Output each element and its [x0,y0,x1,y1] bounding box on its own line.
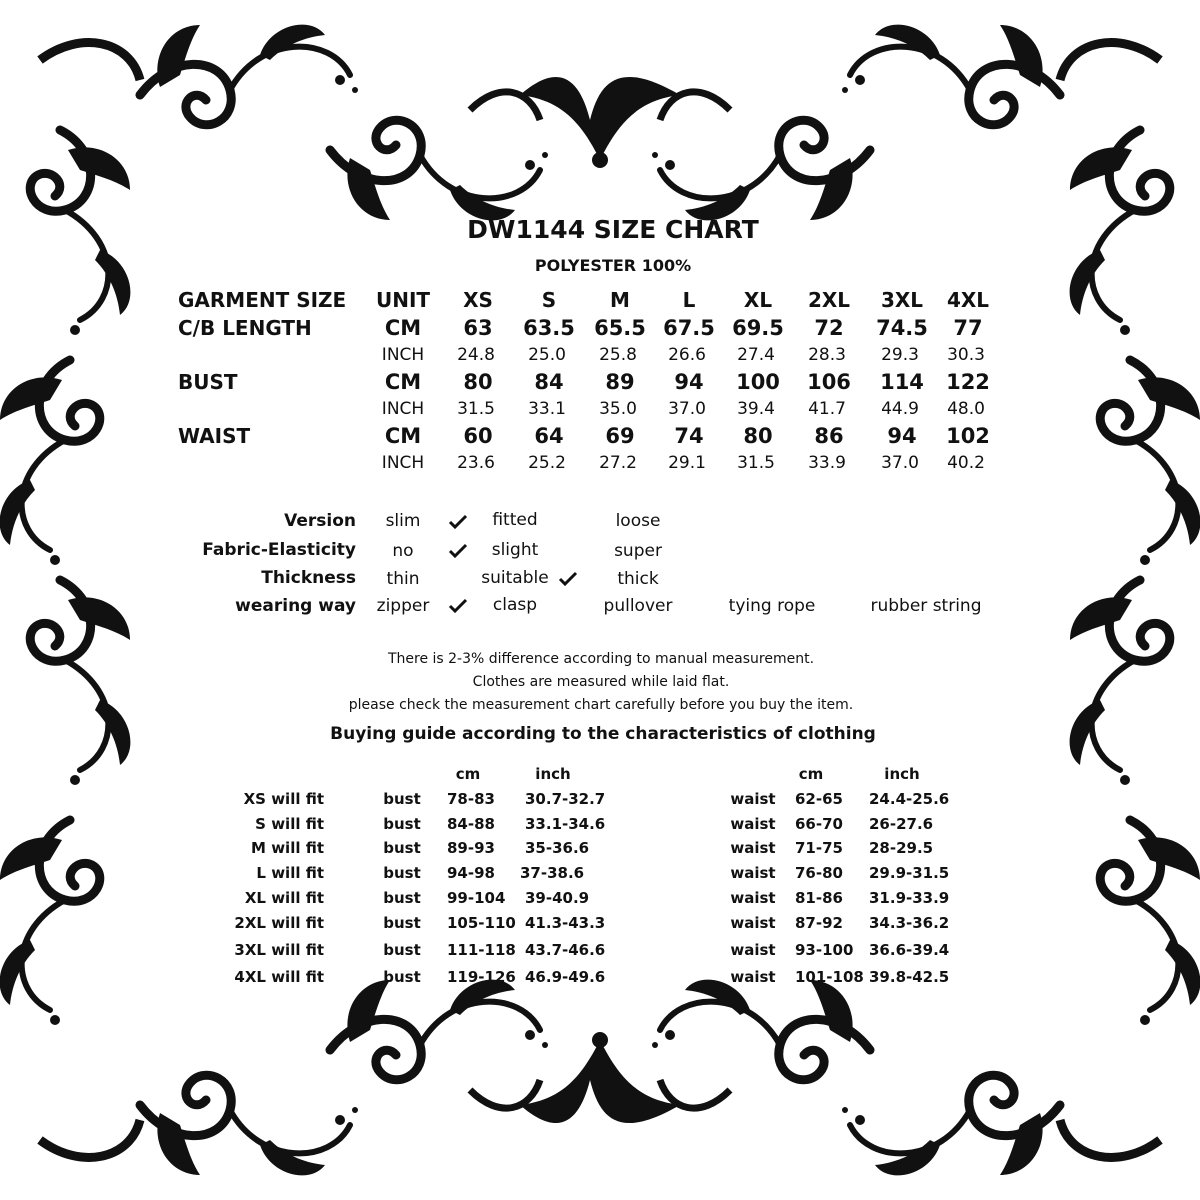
cell-inch: 27.4 [737,345,775,365]
guide-waist-cm: 87-92 [795,914,843,932]
guide-bust-cm: 99-104 [447,889,506,907]
guide-bust-inch: 37-38.6 [520,864,585,882]
size-header: XL [743,288,773,312]
cell-cm: 114 [880,370,924,394]
material-label: POLYESTER 100% [534,256,692,275]
cell-inch: 31.5 [457,399,495,419]
guide-bust-inch: 35-36.6 [525,839,590,857]
page-title: DW1144 SIZE CHART [467,215,759,244]
cell-cm: 74 [674,424,704,448]
guide-waist-inch: 34.3-36.2 [869,914,950,932]
guide-bust-label: bust [383,968,421,986]
cell-cm: 122 [946,370,990,394]
guide-waist-cm: 81-86 [795,889,843,907]
attr-option: thin [386,569,420,589]
cell-cm: 69 [605,424,635,448]
size-header: XS [463,288,493,312]
cell-cm: 69.5 [732,316,784,340]
unit-inch: INCH [381,345,425,365]
unit-cm: CM [384,424,422,448]
cell-inch: 48.0 [947,399,985,419]
cell-cm: 64 [534,424,564,448]
cell-inch: 40.2 [947,453,985,473]
attr-label-version: Version [284,511,356,531]
cell-inch: 23.6 [457,453,495,473]
cell-inch: 24.8 [457,345,495,365]
guide-waist-label: waist [730,839,776,857]
guide-bust-label: bust [383,914,421,932]
cell-inch: 25.8 [599,345,637,365]
cell-cm: 102 [946,424,990,448]
note-line: please check the measurement chart carefully before you buy the item. [348,697,854,713]
frame-right-ornament [1060,43,1200,1158]
guide-waist-label: waist [730,790,776,808]
guide-fit-label: 4XL will fit [234,968,324,986]
cell-inch: 39.4 [737,399,775,419]
guide-cm-header: cm [798,765,824,783]
attr-option: zipper [376,596,430,616]
cell-cm: 63 [463,316,493,340]
guide-waist-cm: 76-80 [795,864,843,882]
guide-waist-inch: 36.6-39.4 [869,941,950,959]
guide-waist-cm: 101-108 [795,968,864,986]
guide-bust-label: bust [383,941,421,959]
cell-inch: 30.3 [947,345,985,365]
measure-label-waist: WAIST [178,424,251,448]
guide-bust-inch: 33.1-34.6 [525,815,606,833]
guide-waist-inch: 29.9-31.5 [869,864,950,882]
cell-cm: 94 [887,424,917,448]
guide-cm-header: cm [455,765,481,783]
check-icon [448,514,468,530]
attr-label-thickness: Thickness [261,568,356,588]
size-header: 3XL [880,288,924,312]
cell-inch: 26.6 [668,345,706,365]
guide-waist-label: waist [730,815,776,833]
cell-inch: 31.5 [737,453,775,473]
attr-option: no [392,541,414,561]
unit-cm: CM [384,316,422,340]
measure-label-length: C/B LENGTH [178,316,312,340]
guide-fit-label: M will fit [251,839,324,857]
cell-cm: 89 [605,370,635,394]
cell-cm: 86 [814,424,844,448]
guide-bust-label: bust [383,889,421,907]
guide-bust-label: bust [383,815,421,833]
guide-bust-cm: 111-118 [447,941,516,959]
unit-inch: INCH [381,399,425,419]
cell-cm: 60 [463,424,493,448]
cell-inch: 44.9 [881,399,919,419]
cell-cm: 77 [953,316,983,340]
guide-fit-label: L will fit [256,864,324,882]
cell-cm: 94 [674,370,704,394]
cell-inch: 25.0 [528,345,566,365]
size-header: 2XL [807,288,851,312]
attr-option: suitable [481,568,549,588]
note-line: Clothes are measured while laid flat. [472,674,730,690]
guide-waist-cm: 62-65 [795,790,843,808]
cell-inch: 25.2 [528,453,566,473]
attr-option: clasp [492,595,538,615]
guide-bust-inch: 43.7-46.6 [525,941,606,959]
guide-bust-inch: 39-40.9 [525,889,590,907]
guide-waist-label: waist [730,968,776,986]
guide-bust-label: bust [383,790,421,808]
guide-waist-cm: 66-70 [795,815,843,833]
guide-bust-label: bust [383,864,421,882]
buying-guide-title: Buying guide according to the characteristics of clothing [330,724,876,744]
cell-cm: 106 [807,370,851,394]
cell-inch: 27.2 [599,453,637,473]
attr-option: slim [385,511,421,531]
guide-inch-header: inch [884,765,920,783]
garment-size-header: GARMENT SIZE [178,288,347,312]
cell-inch: 37.0 [668,399,706,419]
attr-option: slight [491,540,539,560]
attr-option: loose [615,511,661,531]
attr-option: tying rope [728,596,816,616]
guide-waist-inch: 28-29.5 [869,839,934,857]
guide-waist-inch: 24.4-25.6 [869,790,950,808]
guide-fit-label: XS will fit [243,790,324,808]
guide-waist-inch: 26-27.6 [869,815,934,833]
guide-fit-label: 2XL will fit [234,914,324,932]
guide-bust-cm: 89-93 [447,839,495,857]
guide-fit-label: S will fit [255,815,324,833]
frame-top-ornament [140,25,1060,221]
cell-cm: 80 [743,424,773,448]
guide-bust-label: bust [383,839,421,857]
guide-waist-label: waist [730,889,776,907]
frame-bottom-ornament [140,980,1060,1176]
attr-option: pullover [603,596,673,616]
cell-cm: 72 [814,316,844,340]
cell-cm: 80 [463,370,493,394]
check-icon [448,598,468,614]
attr-option: thick [617,569,659,589]
cell-inch: 41.7 [808,399,846,419]
cell-cm: 74.5 [876,316,928,340]
note-line: There is 2-3% difference according to manual measurement. [387,651,815,667]
guide-bust-inch: 41.3-43.3 [525,914,606,932]
guide-waist-label: waist [730,864,776,882]
guide-bust-inch: 30.7-32.7 [525,790,606,808]
guide-fit-label: 3XL will fit [234,941,324,959]
cell-inch: 33.9 [808,453,846,473]
size-header: S [541,288,557,312]
size-header: 4XL [946,288,990,312]
unit-inch: INCH [381,453,425,473]
cell-inch: 28.3 [808,345,846,365]
cell-cm: 67.5 [663,316,715,340]
guide-bust-cm: 84-88 [447,815,495,833]
guide-fit-label: XL will fit [244,889,324,907]
check-icon [448,543,468,559]
check-icon [558,571,578,587]
attr-option: fitted [492,510,538,530]
unit-cm: CM [384,370,422,394]
cell-cm: 65.5 [594,316,646,340]
frame-left-ornament [0,43,140,1158]
size-header: L [682,288,696,312]
attr-label-elasticity: Fabric-Elasticity [202,540,356,560]
guide-bust-cm: 105-110 [447,914,516,932]
cell-inch: 29.1 [668,453,706,473]
guide-bust-cm: 94-98 [447,864,495,882]
guide-waist-inch: 31.9-33.9 [869,889,950,907]
guide-bust-cm: 78-83 [447,790,495,808]
unit-header: UNIT [375,288,431,312]
attr-option: rubber string [870,596,982,616]
cell-inch: 35.0 [599,399,637,419]
guide-waist-cm: 93-100 [795,941,854,959]
attr-option: super [614,541,662,561]
measure-label-bust: BUST [178,370,238,394]
guide-waist-inch: 39.8-42.5 [869,968,950,986]
cell-inch: 37.0 [881,453,919,473]
cell-cm: 63.5 [523,316,575,340]
guide-bust-cm: 119-126 [447,968,516,986]
cell-cm: 100 [736,370,780,394]
attr-label-wearing-way: wearing way [235,596,356,616]
cell-inch: 33.1 [528,399,566,419]
size-header: M [610,288,630,312]
guide-inch-header: inch [535,765,571,783]
guide-bust-inch: 46.9-49.6 [525,968,606,986]
guide-waist-label: waist [730,914,776,932]
cell-inch: 29.3 [881,345,919,365]
guide-waist-cm: 71-75 [795,839,843,857]
cell-cm: 84 [534,370,564,394]
guide-waist-label: waist [730,941,776,959]
